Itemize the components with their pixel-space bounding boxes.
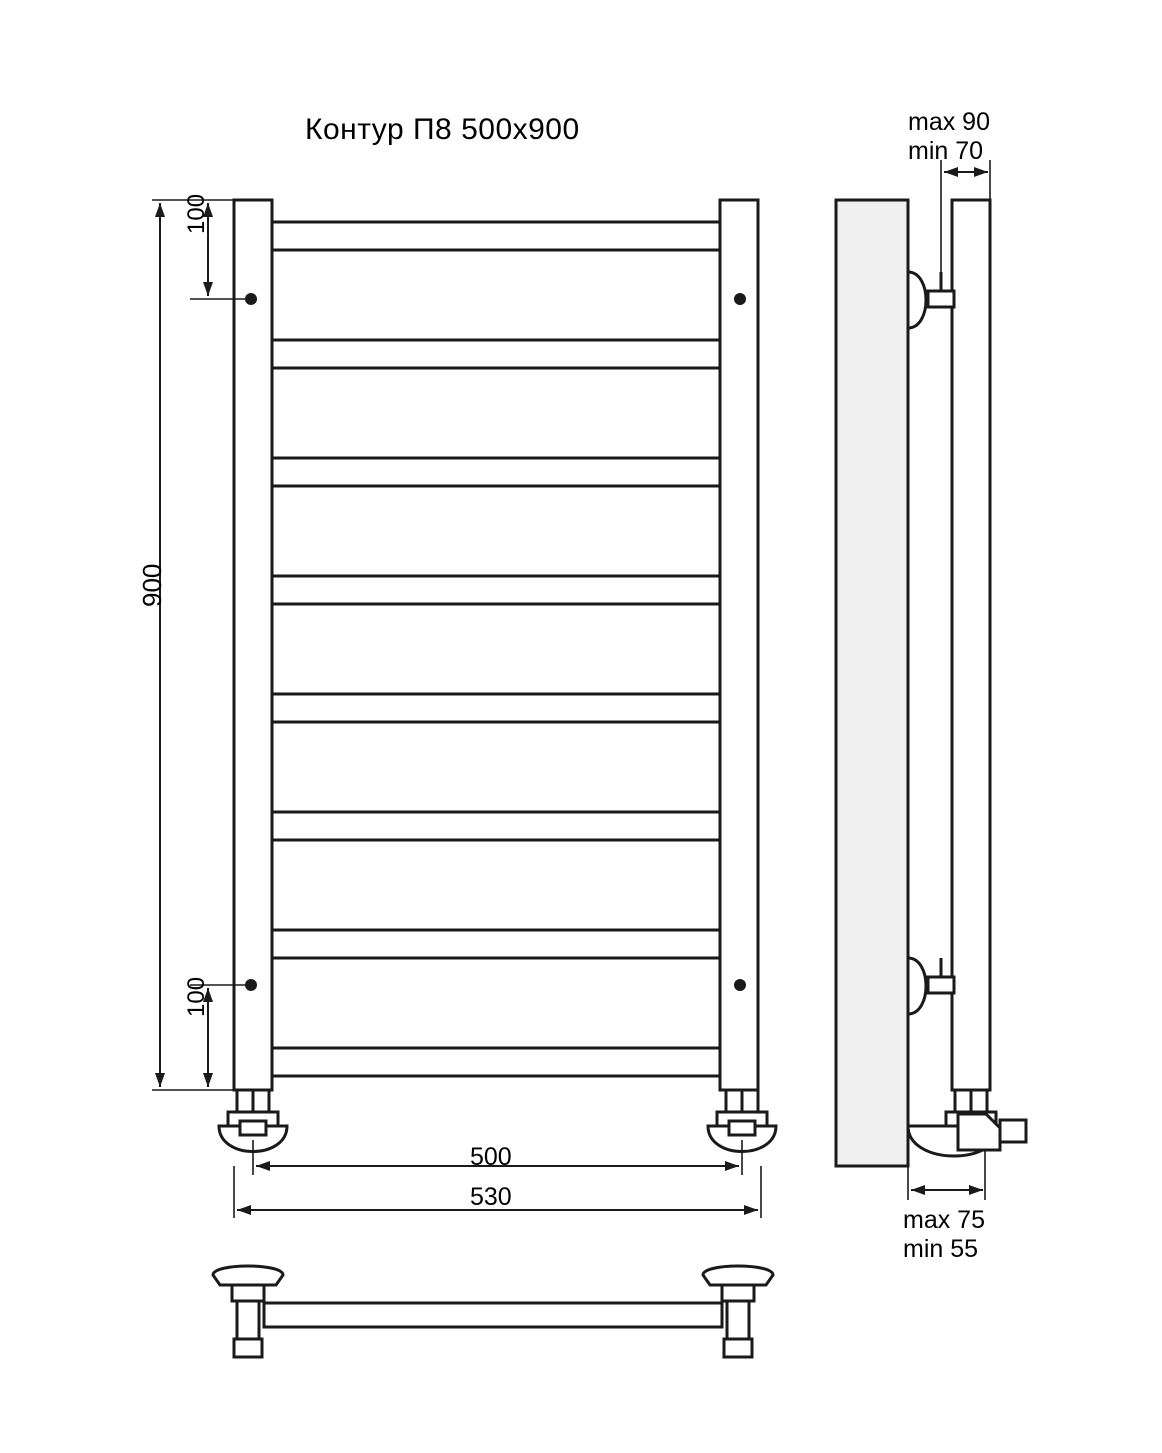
rungs [272, 222, 720, 1076]
label-wall-min: min 55 [903, 1235, 979, 1263]
mount-point-top-right [734, 293, 746, 305]
top-connecting-bar [264, 1303, 722, 1327]
rung-5 [272, 694, 720, 722]
side-tube [952, 200, 990, 1090]
wall-bracket-top [908, 272, 954, 328]
label-bottom-offset: 100 [183, 976, 210, 1017]
label-depth-max: max 90 [908, 108, 990, 136]
side-view [836, 200, 1026, 1166]
label-width-outer: 530 [470, 1183, 512, 1211]
label-depth-min: min 70 [908, 137, 984, 165]
wall-block [836, 200, 908, 1166]
right-vertical-tube [720, 200, 758, 1090]
front-view [219, 200, 776, 1152]
wall-bracket-bottom [908, 958, 954, 1014]
rung-1 [272, 222, 720, 250]
top-view [213, 1266, 773, 1357]
rung-4 [272, 576, 720, 604]
label-width-inner: 500 [470, 1143, 512, 1171]
page-title: Контур П8 500x900 [305, 113, 580, 146]
side-valve-bottom [908, 1090, 1026, 1156]
label-top-offset: 100 [183, 193, 210, 234]
rung-7 [272, 930, 720, 958]
rung-3 [272, 458, 720, 486]
rung-2 [272, 340, 720, 368]
left-vertical-tube [234, 200, 272, 1090]
label-height: 900 [137, 563, 167, 607]
rung-6 [272, 812, 720, 840]
rung-8 [272, 1048, 720, 1076]
label-wall-max: max 75 [903, 1206, 985, 1234]
mount-point-bottom-right [734, 979, 746, 991]
